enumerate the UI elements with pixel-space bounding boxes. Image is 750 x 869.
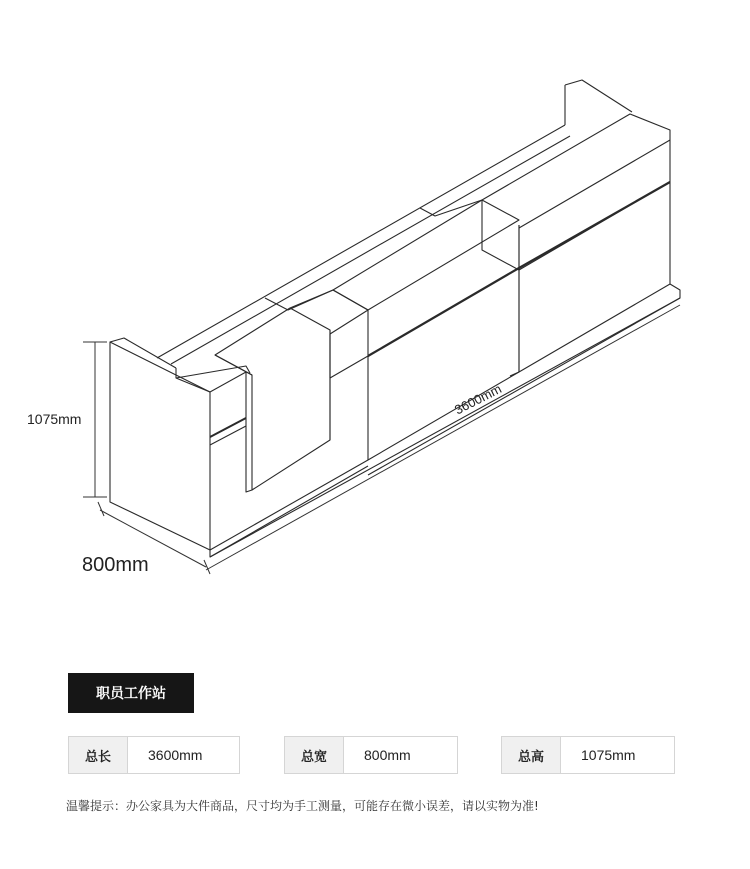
desk-front-panel bbox=[215, 308, 330, 490]
spec-value: 3600mm bbox=[148, 747, 203, 763]
length-dimension-label: 3600mm bbox=[452, 381, 504, 418]
spec-label: 总宽 bbox=[285, 737, 344, 773]
desk-back-top bbox=[157, 125, 570, 364]
desk-base bbox=[210, 298, 680, 557]
spec-label: 总高 bbox=[502, 737, 561, 773]
section-title: 职员工作站 bbox=[68, 673, 194, 713]
desk-right-counter bbox=[482, 114, 670, 270]
spec-length bbox=[68, 736, 240, 774]
spec-value: 800mm bbox=[364, 747, 411, 763]
height-dimension-line bbox=[83, 342, 107, 497]
spec-width bbox=[284, 736, 458, 774]
notice-text: 温馨提示：办公家具为大件商品，尺寸均为手工测量，可能存在微小误差，请以实物为准! bbox=[66, 799, 539, 813]
spec-value: 1075mm bbox=[581, 747, 636, 763]
desk-right-cabinet bbox=[519, 182, 670, 372]
depth-dimension-label: 800mm bbox=[82, 554, 149, 576]
spec-label: 总长 bbox=[69, 737, 128, 773]
height-dimension-label: 1075mm bbox=[27, 411, 82, 427]
desk-left-end-panel bbox=[110, 342, 210, 550]
length-dimension-line bbox=[206, 305, 680, 570]
spec-height bbox=[501, 736, 675, 774]
